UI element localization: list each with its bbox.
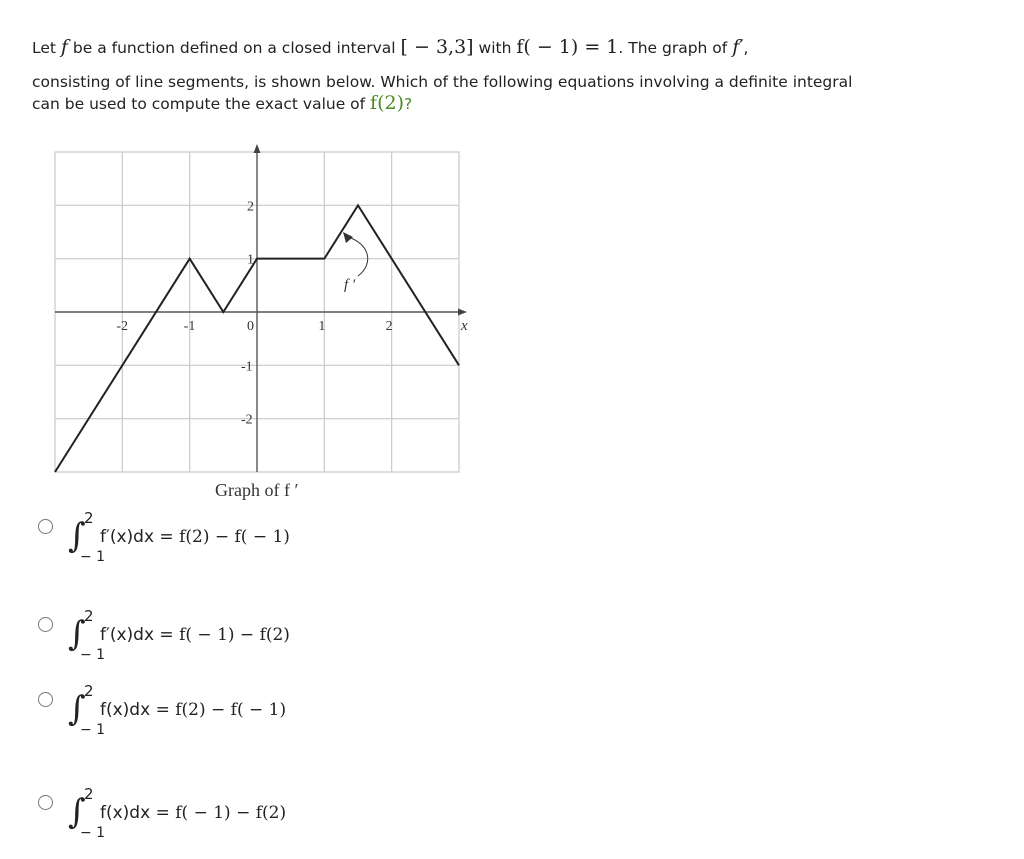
integral-body [100, 625, 290, 645]
upper-limit: 2 [84, 509, 94, 527]
y-tick-label: -2 [241, 412, 253, 428]
curve-label: f ′ [344, 277, 356, 293]
integral-expression [68, 607, 368, 673]
arrowhead [343, 232, 353, 243]
text: Let [32, 39, 56, 57]
y-tick-label: -1 [241, 359, 253, 375]
text: can be used to compute the exact value of [32, 95, 366, 113]
upper-limit: 2 [84, 682, 94, 700]
integrand: f′(x)dx [100, 527, 155, 547]
right-hand-side: f(2) − f( − 1) [179, 527, 290, 547]
derivative-symbol: f′ [732, 36, 744, 58]
integral-expression [68, 509, 368, 575]
equals: = [150, 803, 176, 823]
integral-expression [68, 682, 368, 748]
curve-label-arrow [348, 237, 368, 276]
curve-label-group [343, 232, 368, 293]
integrand: f(x)dx [100, 803, 151, 823]
axes [55, 144, 467, 472]
text: . The graph of [618, 39, 728, 57]
choice-4-radio[interactable] [38, 795, 53, 810]
lower-limit: − 1 [80, 647, 106, 663]
right-hand-side: f(2) − f( − 1) [175, 700, 287, 720]
interval: [ − 3,3] [400, 36, 474, 58]
integral-sign: ∫ [68, 516, 86, 556]
choice-1-radio[interactable] [38, 519, 53, 534]
text: , [743, 39, 749, 57]
equals: = [150, 700, 176, 720]
lower-limit: − 1 [80, 549, 106, 565]
integral-sign: ∫ [68, 792, 86, 832]
integral-body [100, 527, 290, 547]
y-tick-label: 2 [247, 199, 254, 215]
choice-2-radio[interactable] [38, 617, 53, 632]
x-tick-label: 0 [247, 319, 254, 334]
target-value: f(2) [370, 92, 404, 114]
initial-condition: f( − 1) = 1 [516, 36, 619, 58]
integral-body [100, 700, 286, 720]
lower-limit: − 1 [80, 825, 106, 841]
tick-labels [116, 199, 468, 427]
x-axis-label: x [461, 318, 468, 334]
question-mark: ? [404, 95, 413, 113]
question-line-1 [32, 36, 748, 59]
upper-limit: 2 [84, 785, 94, 803]
right-hand-side: f( − 1) − f(2) [175, 803, 287, 823]
integral-sign: ∫ [68, 689, 86, 729]
graph-caption: Graph of f ′ [215, 480, 299, 500]
integrand: f(x)dx [100, 700, 151, 720]
x-tick-label: 2 [385, 319, 393, 334]
integrand: f′(x)dx [100, 625, 155, 645]
x-tick-label: -1 [183, 319, 196, 334]
equals: = [154, 527, 180, 547]
function-symbol: f [60, 36, 68, 58]
choice-3-radio[interactable] [38, 692, 53, 707]
x-tick-label: 1 [318, 319, 326, 334]
y-tick-label: 1 [247, 252, 254, 268]
x-axis-arrowhead [458, 309, 467, 316]
question-line-3 [32, 92, 412, 115]
integral-body [100, 803, 286, 823]
text: with [478, 39, 512, 57]
integral-expression [68, 785, 368, 851]
upper-limit: 2 [84, 607, 94, 625]
integral-sign: ∫ [68, 614, 86, 654]
x-tick-label: -2 [116, 319, 129, 334]
equals: = [154, 625, 180, 645]
derivative-graph [40, 140, 480, 510]
right-hand-side: f( − 1) − f(2) [179, 625, 290, 645]
y-axis-arrowhead [254, 144, 261, 153]
lower-limit: − 1 [80, 722, 106, 738]
text: be a function defined on a closed interval [72, 39, 396, 57]
question-line-2: consisting of line segments, is shown below. Which of the following equations involving a definite integral [32, 73, 853, 91]
